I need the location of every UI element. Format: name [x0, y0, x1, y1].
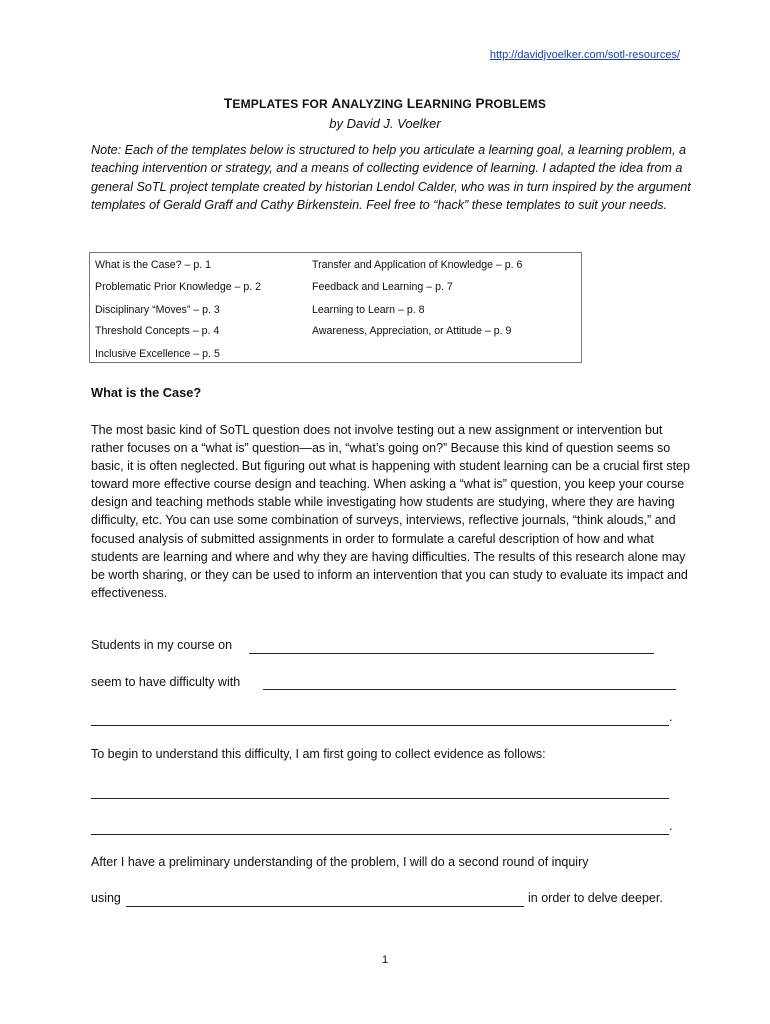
blank-difficulty-continued[interactable]	[91, 725, 669, 726]
document-title	[0, 96, 770, 111]
period-1: .	[669, 710, 673, 724]
toc-item-problematic-prior-knowledge: Problematic Prior Knowledge – p. 2	[95, 281, 262, 293]
template-line-delve-deeper: in order to delve deeper.	[528, 891, 663, 905]
section-paragraph: The most basic kind of SoTL question does not involve testing out a new assignment or intervention but rather focuses on a “what is” question—as in, “what’s going on?” Because this kind of question seems so basic, it is often neglected. But figuring out what is happening with student learning can be a crucial first step toward more effective course design and teaching. When asking a “what is” question, you keep your course design and teaching methods stable while investigating how students are studying, where they are having difficulty, etc. You can use some combination of surveys, interviews, reflective journals, “think alouds,” and focused analysis of submitted assignments in order to formulate a careful description of how and what students are learning and where and why they are having difficulties. The results of this research alone may be worth sharing, or they can be used to inform an intervention that you can study to evaluate its impact and effectiveness.	[91, 423, 690, 600]
template-line-evidence: To begin to understand this difficulty, I am first going to collect evidence as follows:	[91, 747, 546, 761]
title-rest-2: NALYZING	[341, 97, 407, 111]
blank-method[interactable]	[126, 906, 524, 907]
toc-item-awareness: Awareness, Appreciation, or Attitude – p. 9	[312, 325, 512, 337]
toc-item-transfer: Transfer and Application of Knowledge – p. 6	[312, 259, 523, 271]
title-rest-4: ROBLEMS	[484, 97, 547, 111]
title-cap-3: L	[406, 96, 416, 111]
template-line-using: using	[91, 891, 121, 905]
template-line-difficulty: seem to have difficulty with	[91, 675, 241, 689]
title-cap-1: T	[223, 96, 233, 111]
blank-evidence-1[interactable]	[91, 798, 669, 799]
toc-item-inclusive-excellence: Inclusive Excellence – p. 5	[95, 348, 220, 360]
toc-item-threshold-concepts: Threshold Concepts – p. 4	[95, 325, 220, 337]
template-line-course: Students in my course on	[91, 638, 233, 652]
toc-item-learning-to-learn: Learning to Learn – p. 8	[312, 304, 425, 316]
toc-item-feedback: Feedback and Learning – p. 7	[312, 281, 453, 293]
blank-difficulty[interactable]	[263, 689, 676, 690]
title-cap-4: P	[475, 96, 485, 111]
page-number: 1	[381, 954, 389, 966]
table-of-contents	[89, 252, 582, 363]
title-rest-1: EMPLATES FOR	[232, 97, 332, 111]
section-heading: What is the Case?	[91, 385, 202, 400]
resources-link[interactable]: http://davidjvoelker.com/sotl-resources/	[489, 49, 680, 61]
toc-item-disciplinary-moves: Disciplinary “Moves” – p. 3	[95, 304, 220, 316]
template-line-second-inquiry: After I have a preliminary understanding of the problem, I will do a second round of inquiry	[91, 855, 589, 869]
period-2: .	[669, 819, 673, 833]
blank-course[interactable]	[249, 653, 654, 654]
author-byline: by David J. Voelker	[329, 116, 441, 131]
title-cap-2: A	[331, 96, 342, 111]
blank-evidence-2[interactable]	[91, 834, 669, 835]
intro-note: Note: Each of the templates below is structured to help you articulate a learning goal, a learning problem, a teaching intervention or strategy, and a means of collecting evidence of learning. I adapted the idea from a general SoTL project template created by historian Lendol Calder, who was in turn inspired by the argument templates of Gerald Graff and Cathy Birkenstein. Feel free to “hack” these templates to suit your needs.	[91, 143, 691, 213]
toc-item-what-is-the-case: What is the Case? – p. 1	[95, 259, 212, 271]
title-rest-3: EARNING	[415, 97, 476, 111]
